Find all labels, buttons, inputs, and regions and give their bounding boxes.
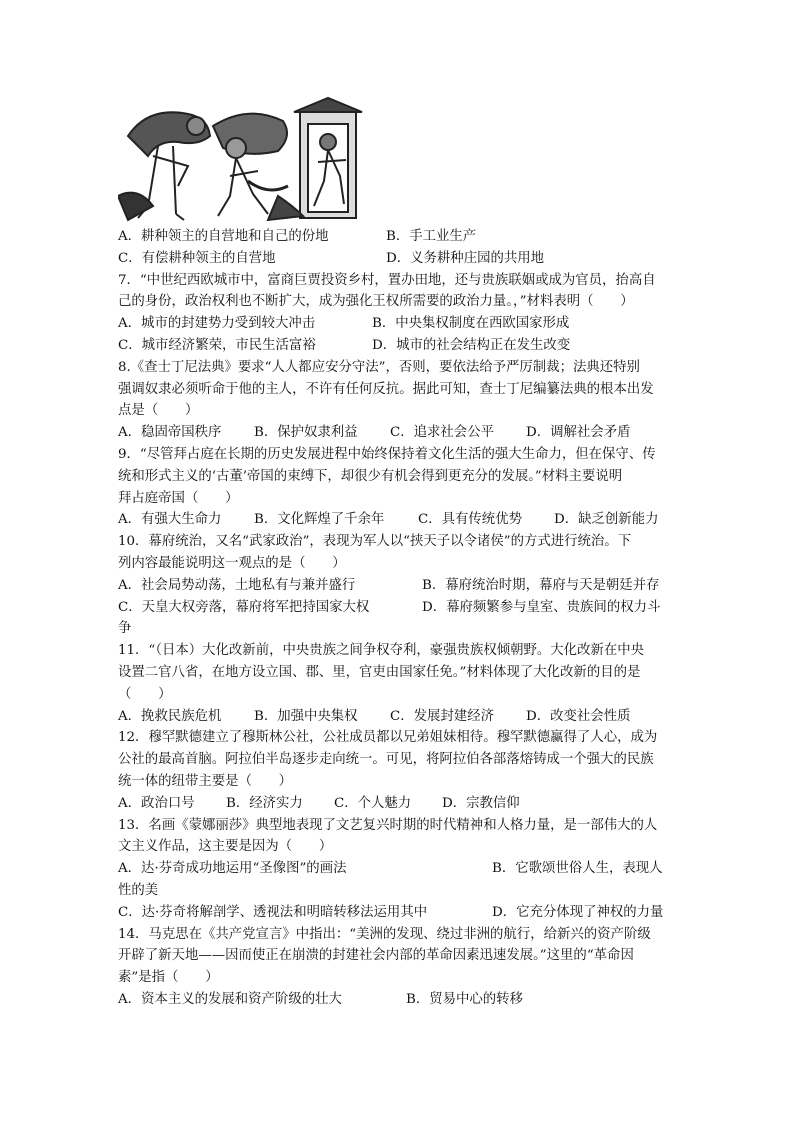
q13-option-a[interactable]: A．达·芬奇成功地运用“圣像图”的画法: [118, 861, 347, 877]
q11-option-c[interactable]: C．发展封建经济: [390, 708, 494, 724]
q8-stem-line-1: 8.《查士丁尼法典》要求“人人都应安分守法”，否则，要依法给予严厉制裁；法典还特别: [118, 359, 640, 375]
q13-options-row-2: [118, 902, 678, 924]
q8-option-a[interactable]: A．稳固帝国秩序: [118, 425, 222, 441]
q8-stem-line-3: 点是（ ）: [118, 403, 199, 419]
q10-option-b[interactable]: B．幕府统治时期，幕府与天是朝廷并存: [422, 577, 660, 593]
q10-option-d[interactable]: D．幕府频繁参与皇室、贵族间的权力斗: [422, 599, 661, 615]
question-list: [118, 226, 678, 1011]
q7-options-row-2: [118, 335, 678, 357]
q11-option-d[interactable]: D．改变社会性质: [526, 708, 631, 724]
q13-option-c[interactable]: C．达·芬奇将解剖学、透视法和明暗转移法运用其中: [118, 904, 428, 920]
q10-options-row-1: [118, 575, 678, 597]
q12-stem-line-2: 公社的最高首脑。阿拉伯半岛逐步走向统一。可见，将阿拉伯各部落熔铸成一个强大的民族: [118, 752, 654, 768]
q14-options-row: [118, 989, 678, 1011]
q6-options-row-2: [118, 248, 678, 270]
q9-option-c[interactable]: C．具有传统优势: [418, 512, 522, 528]
q9-option-a[interactable]: A．有强大生命力: [118, 512, 222, 528]
q8-option-b[interactable]: B．保护奴隶利益: [254, 425, 358, 441]
q11-stem-line-1: 11．“（日本）大化改新前，中央贵族之间争权夺利，豪强贵族权倾朝野。大化改新在中央: [118, 643, 645, 659]
q11-option-a[interactable]: A．挽救民族危机: [118, 708, 222, 724]
q12-stem-line-1: 12．穆罕默德建立了穆斯林公社，公社成员都以兄弟姐妹相待。穆罕默德赢得了人心，成为: [118, 730, 658, 746]
q12-option-d[interactable]: D．宗教信仰: [442, 795, 520, 811]
q11-options-row: [118, 706, 678, 728]
q11-option-b[interactable]: B．加强中央集权: [254, 708, 358, 724]
q14-option-a[interactable]: A．资本主义的发展和资产阶级的壮大: [118, 991, 342, 1007]
q13-options-row-1: [118, 858, 678, 880]
q11-stem-line-2: 设置二官八省，在地方设立国、郡、里，官吏由国家任免。”材料体现了大化改新的目的是: [118, 664, 641, 680]
q14-stem-line-2: 开辟了新天地——因而使正在崩溃的封建社会内部的革命因素迅速发展。”这里的“革命因: [118, 948, 634, 964]
q9-option-b[interactable]: B．文化辉煌了千余年: [254, 512, 385, 528]
q7-option-a[interactable]: A．城市的封建势力受到较大冲击: [118, 316, 316, 332]
q13-option-d[interactable]: D．它充分体现了神权的力量: [492, 904, 664, 920]
q9-options-row: [118, 509, 678, 531]
q6-options-row-1: [118, 226, 678, 248]
q8-option-c[interactable]: C．追求社会公平: [390, 425, 494, 441]
q13-option-b-continued: 性的美: [118, 882, 159, 898]
q10-options-row-2: [118, 597, 678, 619]
q10-option-a[interactable]: A．社会局势动荡，土地私有与兼并盛行: [118, 577, 356, 593]
medieval-peasants-labor-illustration: [118, 96, 368, 222]
q12-option-a[interactable]: A．政治口号: [118, 795, 195, 811]
q8-options-row: [118, 422, 678, 444]
q10-stem-line-2: 列内容最能说明这一观点的是（ ）: [118, 555, 346, 571]
q13-stem-line-2: 文主义作品，这主要是因为（ ）: [118, 839, 333, 855]
q9-option-d[interactable]: D．缺乏创新能力: [554, 512, 659, 528]
q7-stem-line-2: 己的身份，政治权利也不断扩大，成为强化王权所需要的政治力量。，”材料表明（ ）: [118, 294, 634, 310]
q14-option-b[interactable]: B．贸易中心的转移: [406, 991, 523, 1007]
q9-stem-line-3: 拜占庭帝国（ ）: [118, 490, 239, 506]
q13-stem-line-1: 13．名画《蒙娜丽莎》典型地表现了文艺复兴时期的时代精神和人格力量，是一部伟大的人: [118, 817, 658, 833]
q13-option-b[interactable]: B．它歌颂世俗人生，表现人: [492, 861, 663, 877]
q7-option-c[interactable]: C．城市经济繁荣，市民生活富裕: [118, 337, 316, 353]
q10-option-c[interactable]: C．天皇大权旁落，幕府将军把持国家大权: [118, 599, 370, 615]
q14-stem-line-1: 14．马克思在《共产党宣言》中指出：“美洲的发现、绕过非洲的航行，给新兴的资产阶级: [118, 926, 651, 942]
q9-stem-line-2: 统和形式主义的‘古董’帝国的束缚下，却很少有机会得到更充分的发展。”材料主要说明: [118, 468, 623, 484]
q10-option-d-continued: 争: [118, 621, 132, 637]
q12-options-row: [118, 793, 678, 815]
q6-option-d[interactable]: D．义务耕种庄园的共用地: [386, 250, 545, 266]
q8-option-d[interactable]: D．调解社会矛盾: [526, 425, 631, 441]
q12-option-b[interactable]: B．经济实力: [226, 795, 303, 811]
q14-stem-line-3: 素”是指（ ）: [118, 970, 219, 986]
q12-option-c[interactable]: C．个人魅力: [334, 795, 412, 811]
q6-option-a[interactable]: A．耕种领主的自营地和自己的份地: [118, 229, 329, 244]
q8-stem-line-2: 强调奴隶必须听命于他的主人，不许有任何反抗。据此可知，查士丁尼编纂法典的根本出发: [118, 381, 654, 397]
q12-stem-line-3: 统一体的纽带主要是（ ）: [118, 773, 293, 789]
q6-option-b[interactable]: B．手工业生产: [386, 229, 477, 244]
q6-option-c[interactable]: C．有偿耕种领主的自营地: [118, 250, 276, 266]
q10-stem-line-1: 10．幕府统治，又名“武家政治”，表现为军人以“挟天子以令诸侯”的方式进行统治。下: [118, 534, 632, 550]
q9-stem-line-1: 9．“尽管拜占庭在长期的历史发展进程中始终保持着文化生活的强大生命力，但在保守、传: [118, 446, 656, 462]
q7-stem-line-1: 7．“中世纪西欧城市中，富商巨贾投资乡村，置办田地，还与贵族联姻或成为官员，抬高自: [118, 272, 656, 288]
q11-stem-line-3: （ ）: [118, 686, 172, 702]
q7-option-b[interactable]: B．中央集权制度在西欧国家形成: [372, 316, 570, 332]
q7-options-row-1: [118, 313, 678, 335]
q7-option-d[interactable]: D．城市的社会结构正在发生改变: [372, 337, 571, 353]
